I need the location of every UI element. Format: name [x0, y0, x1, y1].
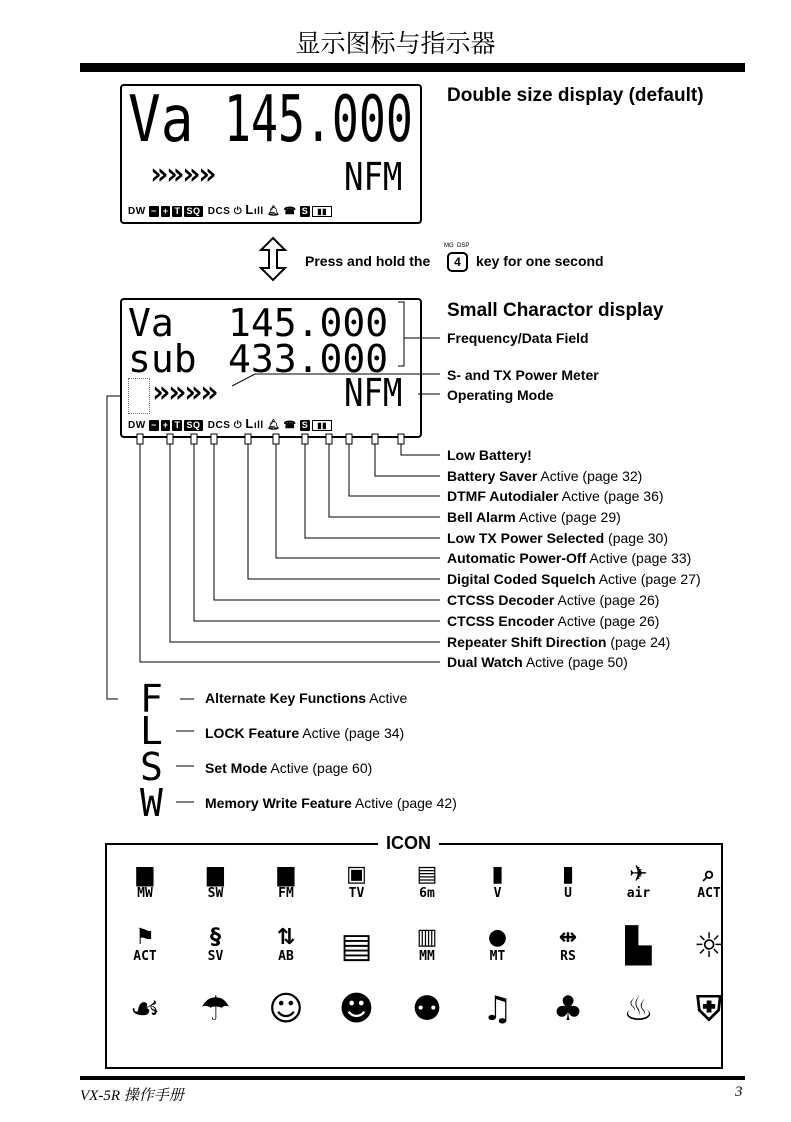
low-power-indicator: L: [245, 416, 254, 431]
sun-glyph: ☼: [693, 926, 725, 966]
key-number: 4: [447, 252, 468, 272]
icon-sub-label: ACT: [697, 886, 721, 901]
apple-glyph: ☙: [129, 989, 161, 1029]
saver-indicator: S: [301, 420, 309, 430]
sw-glyph: ▆: [207, 862, 224, 887]
icon-sub-label: TV: [348, 886, 365, 901]
minus-indicator: −: [150, 420, 157, 430]
radio-u-glyph: ▮: [561, 862, 575, 887]
label-low-battery: Low Battery!: [447, 447, 532, 463]
icon-sub-label: ACT: [133, 949, 157, 964]
sq-indicator: SQ: [186, 206, 201, 216]
lcd2-meter: »»»»: [152, 375, 217, 410]
dtmf-icon: ☎: [283, 420, 297, 431]
icon-grid: [105, 843, 723, 1069]
guitar-icon: [476, 989, 520, 1033]
tree-icon: [546, 989, 590, 1033]
label-set-mode: Set Mode Active (page 60): [205, 760, 373, 776]
label-battery-saver: Battery Saver Active (page 32): [447, 468, 643, 484]
lcd1-line-left: Va: [128, 83, 194, 157]
press-text-before: Press and hold the: [305, 253, 431, 269]
label-ctcss-decoder: CTCSS Decoder Active (page 26): [447, 592, 660, 608]
act-glyph: ⚑: [135, 925, 155, 950]
key-mg-label: MG: [444, 243, 454, 249]
radio-v-icon: [476, 863, 520, 907]
dtmf-icon: ☎: [283, 206, 297, 217]
shield-glyph: ⛨: [696, 989, 722, 1029]
label-dcs: Digital Coded Squelch Active (page 27): [447, 571, 701, 587]
small-display-heading: Small Charactor display: [447, 300, 664, 321]
icon-sub-label: MW: [137, 886, 153, 901]
double-display-heading: Double size display (default): [447, 85, 704, 106]
label-repeater-shift: Repeater Shift Direction (page 24): [447, 634, 671, 650]
dcs-indicator: DCS: [207, 420, 231, 431]
mw-icon: [123, 863, 167, 907]
icon-sub-label: RS: [560, 949, 576, 964]
mt-icon: [476, 926, 520, 970]
dw-indicator: DW: [128, 420, 146, 431]
letter-w: W: [140, 781, 163, 825]
battery-icon: ▮▮: [312, 206, 332, 217]
callout-operating-mode: Operating Mode: [447, 387, 554, 403]
footer-page-number: 3: [735, 1084, 743, 1100]
radio-v-glyph: ▮: [491, 862, 504, 887]
tv-icon: [335, 863, 379, 907]
lcd2-line2-left: sub: [128, 337, 197, 381]
icon-sub-label: V: [493, 886, 502, 901]
icon-panel-title: ICON: [378, 833, 439, 854]
people-icon: [405, 989, 449, 1033]
sv-icon: [194, 926, 238, 970]
memo-glyph: ▤: [340, 926, 373, 966]
sq-indicator: SQ: [186, 420, 201, 430]
mt-glyph: ●: [487, 925, 508, 950]
mask-icon: [335, 989, 379, 1033]
rs-glyph: ⇹: [558, 925, 578, 950]
building-icon: [617, 926, 661, 970]
fm-icon: [264, 863, 308, 907]
label-dual-watch: Dual Watch Active (page 50): [447, 654, 628, 670]
tree-glyph: ♣: [552, 989, 584, 1029]
bell-icon: 🔔︎: [266, 206, 281, 217]
6m-icon: [405, 863, 449, 907]
air-icon: [617, 863, 661, 907]
mm-icon: [405, 926, 449, 970]
icon-sub-label: air: [626, 886, 651, 901]
guitar-glyph: ♫: [482, 989, 513, 1029]
act-icon: [123, 926, 167, 970]
lcd2-line2-right: 433.000: [228, 337, 389, 381]
apple-icon: [123, 989, 167, 1033]
lcd2-line1-left: Va: [128, 301, 174, 345]
label-lock: LOCK Feature Active (page 34): [205, 725, 405, 741]
label-alt-key: Alternate Key Functions Active: [205, 690, 408, 706]
umbrella-glyph: ☂: [200, 989, 231, 1029]
mask-glyph: ☻: [338, 989, 375, 1029]
act-search-icon: [687, 863, 731, 907]
face-icon: [264, 989, 308, 1033]
letter-s: S: [140, 745, 163, 789]
t-indicator: T: [174, 206, 181, 216]
label-low-tx-power: Low TX Power Selected (page 30): [447, 530, 668, 546]
umbrella-icon: [194, 989, 238, 1033]
label-dtmf-autodialer: DTMF Autodialer Active (page 36): [447, 488, 664, 504]
power-off-icon: ⏻: [233, 206, 243, 217]
battery-icon: ▮▮: [312, 420, 332, 431]
ab-icon: [264, 926, 308, 970]
icon-sub-label: SW: [207, 886, 224, 901]
key-dsp-label: DSP: [457, 243, 470, 249]
sun-icon: [687, 926, 731, 970]
air-glyph: ✈: [629, 862, 648, 887]
ab-glyph: ⇅: [276, 925, 296, 950]
power-off-icon: ⏻: [233, 420, 243, 431]
people-glyph: ⚉: [411, 989, 443, 1029]
low-power-indicator: L: [245, 202, 254, 217]
letter-l: L: [140, 709, 163, 753]
lcd1-line-right: 145.000: [224, 83, 413, 157]
t-indicator: T: [174, 420, 181, 430]
radio-u-icon: [546, 863, 590, 907]
bars-icon: ıll: [253, 206, 264, 217]
mw-glyph: ▆: [136, 862, 154, 887]
lcd1-meter: »»»»: [150, 157, 215, 192]
icon-sub-label: FM: [278, 886, 294, 901]
building-glyph: ▙: [625, 926, 652, 966]
bottle-glass-glyph: ♨: [623, 989, 654, 1029]
icon-sub-label: U: [564, 886, 572, 901]
icon-sub-label: 6m: [419, 886, 435, 901]
mm-glyph: ▥: [416, 925, 438, 950]
label-memory-write: Memory Write Feature Active (page 42): [205, 795, 457, 811]
saver-indicator: S: [301, 206, 309, 216]
callout-power-meter: S- and TX Power Meter: [447, 367, 599, 383]
lcd1-mode: NFM: [344, 155, 403, 199]
minus-indicator: −: [150, 206, 157, 216]
memo-icon: [335, 926, 379, 970]
sw-icon: [194, 863, 238, 907]
plus-indicator: +: [162, 420, 169, 430]
dcs-indicator: DCS: [207, 206, 231, 217]
bottle-glass-icon: [617, 989, 661, 1033]
plus-indicator: +: [162, 206, 169, 216]
icon-sub-label: MT: [489, 949, 506, 964]
lcd2-mode: NFM: [344, 371, 403, 415]
callout-frequency-field: Frequency/Data Field: [447, 330, 589, 346]
label-ctcss-encoder: CTCSS Encoder Active (page 26): [447, 613, 660, 629]
6m-glyph: ▤: [416, 862, 438, 887]
bell-icon: 🔔︎: [266, 420, 281, 431]
act-search-glyph: ⌕: [702, 862, 716, 887]
shield-icon: [687, 989, 731, 1033]
sv-glyph: §: [210, 925, 221, 950]
tv-glyph: ▣: [346, 862, 367, 887]
bars-icon: ıll: [253, 420, 264, 431]
press-text-after: key for one second: [476, 253, 604, 269]
lcd2-line1-right: 145.000: [228, 301, 389, 345]
icon-sub-label: SV: [207, 949, 224, 964]
fm-glyph: ▆: [277, 862, 295, 887]
footer-left: VX-5R 操作手册: [80, 1088, 184, 1104]
letter-f: F: [140, 677, 163, 721]
face-glyph: ☺: [268, 989, 304, 1029]
page-title: 显示图标与指示器: [295, 29, 496, 58]
rs-icon: [546, 926, 590, 970]
dw-indicator: DW: [128, 206, 146, 217]
icon-sub-label: AB: [278, 949, 294, 964]
label-auto-power-off: Automatic Power-Off Active (page 33): [447, 550, 692, 566]
icon-sub-label: MM: [419, 949, 435, 964]
label-bell-alarm: Bell Alarm Active (page 29): [447, 509, 621, 525]
footer-rule: [80, 1076, 745, 1080]
